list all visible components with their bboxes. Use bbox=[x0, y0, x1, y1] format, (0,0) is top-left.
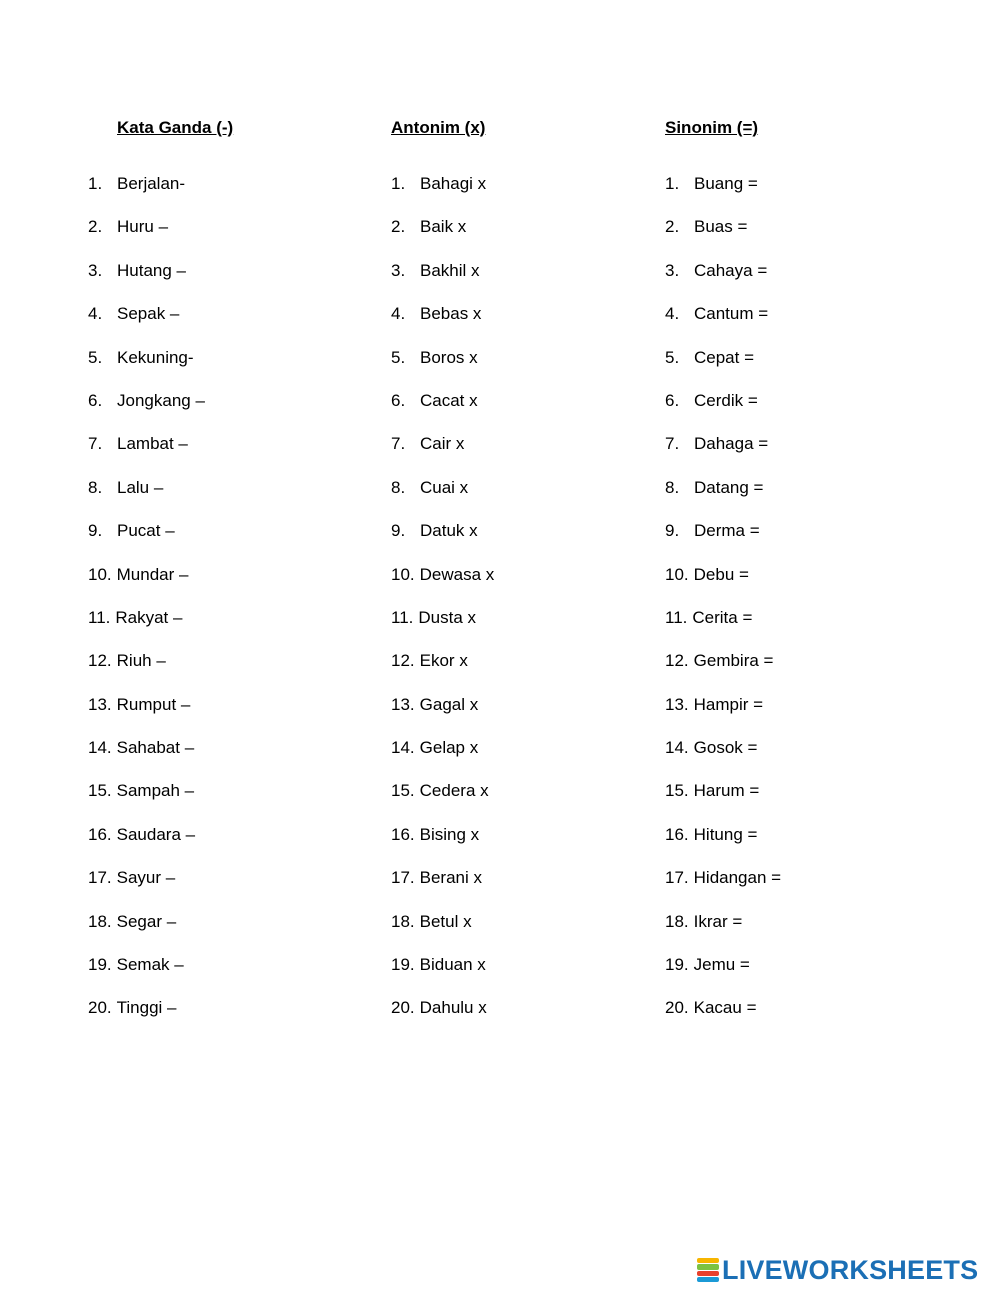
item-number: 14. bbox=[665, 738, 689, 758]
item-text: Sepak – bbox=[117, 304, 180, 324]
item-number: 6. bbox=[665, 390, 680, 410]
sinonim-heading: Sinonim (=) bbox=[665, 118, 759, 137]
item-text: Semak – bbox=[116, 955, 184, 975]
list-item bbox=[665, 259, 781, 302]
kata-ganda-heading: Kata Ganda (-) bbox=[117, 118, 234, 137]
item-number: 4. bbox=[391, 304, 406, 324]
item-number: 13. bbox=[391, 694, 415, 714]
item-text: Jemu = bbox=[693, 955, 750, 975]
item-number: 10. bbox=[88, 564, 112, 584]
list-item bbox=[665, 389, 781, 432]
item-text: Cacat x bbox=[420, 390, 478, 410]
list-item bbox=[665, 519, 781, 562]
list-item bbox=[665, 779, 781, 822]
list-item bbox=[391, 432, 494, 475]
item-text: Debu = bbox=[693, 564, 749, 584]
list-item bbox=[665, 346, 781, 389]
item-number: 9. bbox=[391, 521, 406, 541]
item-number: 11. bbox=[391, 607, 414, 627]
item-text: Hitung = bbox=[693, 824, 758, 844]
list-item bbox=[665, 432, 781, 475]
item-text: Bakhil x bbox=[420, 260, 480, 280]
list-item bbox=[391, 476, 494, 519]
list-item bbox=[88, 476, 205, 519]
logo-mark-icon bbox=[697, 1258, 719, 1282]
list-item bbox=[665, 866, 781, 909]
item-number: 17. bbox=[391, 868, 415, 888]
item-text: Dahaga = bbox=[694, 434, 769, 454]
item-number: 3. bbox=[391, 260, 406, 280]
list-item bbox=[88, 259, 205, 302]
item-number: 16. bbox=[665, 824, 689, 844]
list-item bbox=[391, 693, 494, 736]
item-number: 11. bbox=[88, 607, 111, 627]
logo-mark-block bbox=[697, 1271, 719, 1276]
list-item bbox=[665, 563, 781, 606]
logo-mark-block bbox=[697, 1258, 719, 1263]
item-text: Tinggi – bbox=[116, 998, 177, 1018]
item-text: Cahaya = bbox=[694, 260, 768, 280]
item-number: 10. bbox=[391, 564, 415, 584]
list-item bbox=[88, 823, 205, 866]
list-item bbox=[391, 346, 494, 389]
list-item bbox=[391, 779, 494, 822]
kata-ganda-column bbox=[88, 0, 388, 1100]
list-item bbox=[665, 172, 781, 215]
item-number: 1. bbox=[391, 174, 406, 193]
item-number: 3. bbox=[665, 260, 680, 280]
list-item bbox=[391, 563, 494, 606]
item-text: Sampah – bbox=[116, 781, 195, 801]
list-item bbox=[391, 259, 494, 302]
item-text: Gosok = bbox=[693, 738, 758, 758]
item-text: Rumput – bbox=[116, 694, 191, 714]
item-text: Bahagi x bbox=[420, 174, 487, 193]
list-item bbox=[391, 302, 494, 345]
logo-text: LIVEWORKSHEETS bbox=[722, 1255, 979, 1285]
item-text: Dusta x bbox=[418, 607, 477, 627]
list-item bbox=[88, 606, 205, 649]
antonim-list bbox=[391, 172, 494, 1040]
list-item bbox=[88, 779, 205, 822]
list-item bbox=[665, 302, 781, 345]
item-text: Ikrar = bbox=[693, 911, 743, 931]
item-text: Mundar – bbox=[116, 564, 189, 584]
list-item bbox=[88, 866, 205, 909]
item-number: 19. bbox=[88, 955, 112, 975]
item-number: 2. bbox=[391, 217, 406, 237]
item-number: 12. bbox=[391, 651, 415, 671]
item-number: 1. bbox=[88, 174, 103, 193]
list-item bbox=[88, 953, 205, 996]
list-item bbox=[665, 823, 781, 866]
list-item bbox=[88, 172, 205, 215]
list-item bbox=[391, 389, 494, 432]
list-item bbox=[88, 996, 205, 1039]
item-number: 20. bbox=[665, 998, 689, 1018]
item-text: Jongkang – bbox=[117, 390, 205, 410]
item-number: 16. bbox=[88, 824, 112, 844]
item-text: Harum = bbox=[693, 781, 760, 801]
item-text: Segar – bbox=[116, 911, 177, 931]
item-number: 15. bbox=[665, 781, 689, 801]
sinonim-list bbox=[665, 172, 781, 1040]
item-number: 19. bbox=[665, 955, 689, 975]
item-text: Derma = bbox=[694, 521, 760, 541]
item-text: Datuk x bbox=[420, 521, 478, 541]
item-text: Bebas x bbox=[420, 304, 482, 324]
item-text: Baik x bbox=[420, 217, 467, 237]
item-text: Cuai x bbox=[420, 477, 469, 497]
list-item bbox=[665, 953, 781, 996]
item-text: Betul x bbox=[419, 911, 472, 931]
item-text: Gagal x bbox=[419, 694, 479, 714]
list-item bbox=[665, 476, 781, 519]
list-item bbox=[391, 866, 494, 909]
item-number: 19. bbox=[391, 955, 415, 975]
list-item bbox=[391, 996, 494, 1039]
item-text: Berjalan- bbox=[117, 174, 186, 193]
list-item bbox=[391, 736, 494, 779]
item-text: Kacau = bbox=[693, 998, 757, 1018]
item-number: 17. bbox=[665, 868, 689, 888]
item-text: Buas = bbox=[694, 217, 748, 237]
item-text: Saudara – bbox=[116, 824, 196, 844]
item-text: Bising x bbox=[419, 824, 480, 844]
item-number: 9. bbox=[88, 521, 103, 541]
item-text: Huru – bbox=[117, 217, 169, 237]
item-number: 8. bbox=[88, 477, 103, 497]
list-item bbox=[391, 519, 494, 562]
item-number: 13. bbox=[665, 694, 689, 714]
item-number: 12. bbox=[88, 651, 112, 671]
item-number: 5. bbox=[88, 347, 103, 367]
item-text: Sayur – bbox=[116, 868, 176, 888]
item-text: Sahabat – bbox=[116, 738, 195, 758]
logo-mark-block bbox=[697, 1264, 719, 1269]
list-item bbox=[391, 172, 494, 215]
item-text: Hampir = bbox=[693, 694, 764, 714]
item-text: Datang = bbox=[694, 477, 764, 497]
item-number: 18. bbox=[88, 911, 112, 931]
item-number: 4. bbox=[88, 304, 103, 324]
item-text: Ekor x bbox=[419, 651, 468, 671]
list-item bbox=[665, 649, 781, 692]
item-number: 4. bbox=[665, 304, 680, 324]
item-text: Cedera x bbox=[419, 781, 489, 801]
item-number: 3. bbox=[88, 260, 103, 280]
item-number: 6. bbox=[88, 390, 103, 410]
item-text: Lambat – bbox=[117, 434, 188, 454]
item-number: 12. bbox=[665, 651, 689, 671]
item-number: 8. bbox=[665, 477, 680, 497]
item-text: Boros x bbox=[420, 347, 478, 367]
item-number: 20. bbox=[391, 998, 415, 1018]
item-text: Cepat = bbox=[694, 347, 755, 367]
item-text: Gelap x bbox=[419, 738, 479, 758]
item-number: 5. bbox=[665, 347, 680, 367]
list-item bbox=[88, 346, 205, 389]
item-number: 16. bbox=[391, 824, 415, 844]
item-text: Dahulu x bbox=[419, 998, 487, 1018]
item-number: 17. bbox=[88, 868, 112, 888]
item-text: Dewasa x bbox=[419, 564, 495, 584]
item-text: Riuh – bbox=[116, 651, 166, 671]
sinonim-column bbox=[665, 0, 965, 1100]
list-item bbox=[391, 649, 494, 692]
list-item bbox=[665, 215, 781, 258]
item-number: 2. bbox=[88, 217, 103, 237]
item-text: Hutang – bbox=[117, 260, 186, 280]
item-number: 7. bbox=[665, 434, 680, 454]
antonim-heading: Antonim (x) bbox=[391, 118, 486, 137]
list-item bbox=[391, 823, 494, 866]
list-item bbox=[665, 606, 781, 649]
list-item bbox=[88, 389, 205, 432]
kata-ganda-list bbox=[88, 172, 205, 1040]
item-number: 11. bbox=[665, 607, 688, 627]
item-text: Pucat – bbox=[117, 521, 175, 541]
item-text: Cerdik = bbox=[694, 390, 758, 410]
item-number: 2. bbox=[665, 217, 680, 237]
list-item bbox=[391, 215, 494, 258]
item-number: 7. bbox=[391, 434, 406, 454]
item-number: 15. bbox=[391, 781, 415, 801]
item-text: Hidangan = bbox=[693, 868, 782, 888]
antonim-column bbox=[391, 0, 691, 1100]
list-item bbox=[88, 302, 205, 345]
list-item bbox=[88, 519, 205, 562]
item-text: Berani x bbox=[419, 868, 483, 888]
item-number: 18. bbox=[391, 911, 415, 931]
item-text: Rakyat – bbox=[115, 607, 183, 627]
item-number: 15. bbox=[88, 781, 112, 801]
item-text: Buang = bbox=[694, 174, 758, 193]
item-text: Kekuning- bbox=[117, 347, 194, 367]
item-text: Cerita = bbox=[692, 607, 753, 627]
item-number: 8. bbox=[391, 477, 406, 497]
item-number: 1. bbox=[665, 174, 680, 193]
item-text: Cantum = bbox=[694, 304, 769, 324]
item-number: 5. bbox=[391, 347, 406, 367]
list-item bbox=[88, 563, 205, 606]
item-number: 9. bbox=[665, 521, 680, 541]
item-number: 6. bbox=[391, 390, 406, 410]
item-number: 13. bbox=[88, 694, 112, 714]
list-item bbox=[88, 432, 205, 475]
list-item bbox=[391, 910, 494, 953]
list-item bbox=[391, 953, 494, 996]
list-item bbox=[665, 996, 781, 1039]
list-item bbox=[88, 215, 205, 258]
list-item bbox=[88, 736, 205, 779]
item-text: Lalu – bbox=[117, 477, 164, 497]
item-number: 20. bbox=[88, 998, 112, 1018]
item-number: 7. bbox=[88, 434, 103, 454]
list-item bbox=[665, 910, 781, 953]
list-item bbox=[665, 736, 781, 779]
item-number: 14. bbox=[88, 738, 112, 758]
item-text: Cair x bbox=[420, 434, 465, 454]
item-text: Gembira = bbox=[693, 651, 774, 671]
list-item bbox=[88, 910, 205, 953]
logo-mark-block bbox=[697, 1277, 719, 1282]
item-text: Biduan x bbox=[419, 955, 486, 975]
item-number: 14. bbox=[391, 738, 415, 758]
item-number: 18. bbox=[665, 911, 689, 931]
item-number: 10. bbox=[665, 564, 689, 584]
liveworksheets-logo bbox=[697, 1255, 978, 1285]
list-item bbox=[88, 649, 205, 692]
list-item bbox=[665, 693, 781, 736]
list-item bbox=[391, 606, 494, 649]
list-item bbox=[88, 693, 205, 736]
